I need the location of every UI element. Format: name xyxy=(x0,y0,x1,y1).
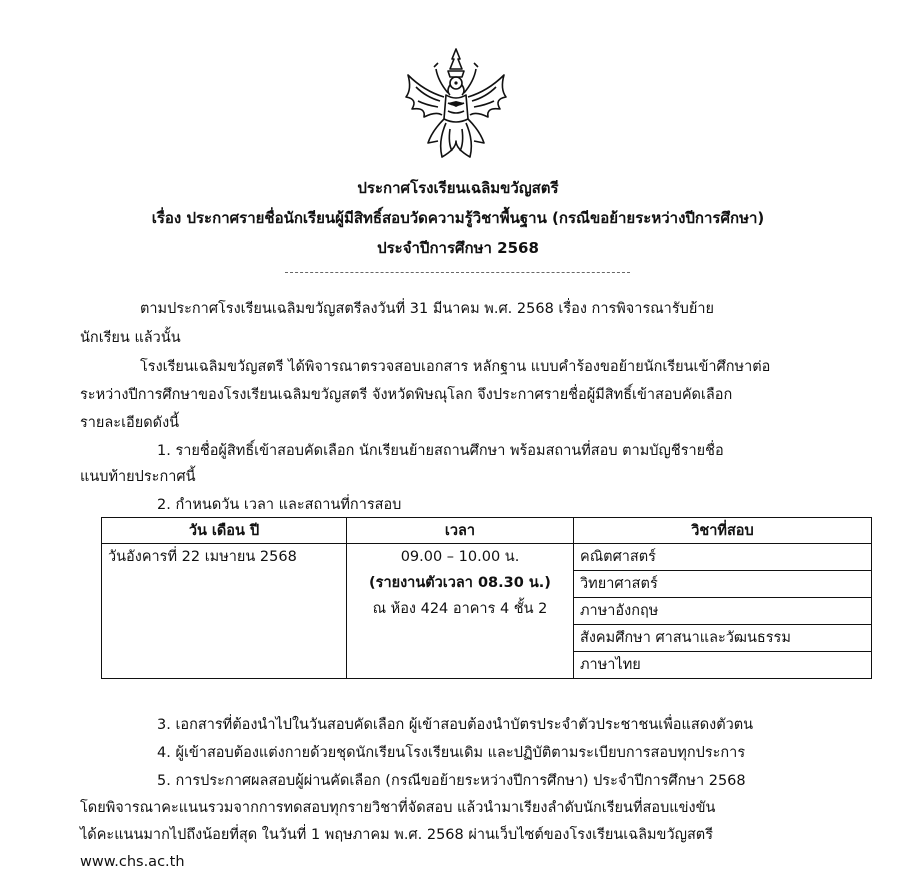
exam-date: วันอังคารที่ 22 เมษายน 2568 xyxy=(102,544,347,679)
item-4: 4. ผู้เข้าสอบต้องแต่งกายด้วยชุดนักเรียนโรงเรียนเดิม และปฏิบัติตามระเบียบการสอบทุกประการ xyxy=(157,745,746,761)
announcement-year: ประจำปีการศึกษา 2568 xyxy=(377,239,539,257)
table-header-row xyxy=(102,518,872,544)
announcement-title: ประกาศโรงเรียนเฉลิมขวัญสตรี xyxy=(357,179,559,197)
exam-time: 09.00 – 10.00 น. xyxy=(400,549,520,565)
item-5-line-1: 5. การประกาศผลสอบผู้ผ่านคัดเลือก (กรณีขอย้ายระหว่างปีการศึกษา) ประจำปีการศึกษา 2568 xyxy=(157,773,746,789)
exam-schedule-table xyxy=(101,517,872,679)
item-5-line-2: โดยพิจารณาคะแนนรวมจากการทดสอบทุกรายวิชาที่จัดสอบ แล้วนำมาเรียงลำดับนักเรียนที่สอบแข่งขัน xyxy=(80,800,716,816)
item-5-line-3: ได้คะแนนมากไปถึงน้อยที่สุด ในวันที่ 1 พฤษภาคม พ.ศ. 2568 ผ่านเว็บไซต์ของโรงเรียนเฉลิมขวัญสตรี xyxy=(80,827,714,843)
website-link[interactable]: www.chs.ac.th xyxy=(80,854,185,870)
item-3: 3. เอกสารที่ต้องนำไปในวันสอบคัดเลือก ผู้เข้าสอบต้องนำบัตรประจำตัวประชาชนเพื่อแสดงตัวตน xyxy=(157,717,754,733)
paragraph-2-line-1: โรงเรียนเฉลิมขวัญสตรี ได้พิจารณาตรวจสอบเอกสาร หลักฐาน แบบคำร้องขอย้ายนักเรียนเข้าศึกษาต่อ xyxy=(140,359,771,375)
subject-cell: ภาษาอังกฤษ xyxy=(574,598,872,625)
header-date: วัน เดือน ปี xyxy=(102,518,347,544)
paragraph-2-line-2: ระหว่างปีการศึกษาของโรงเรียนเฉลิมขวัญสตรี จังหวัดพิษณุโลก จึงประกาศรายชื่อผู้มีสิทธิ์เข้าสอบคัดเลือก xyxy=(80,387,733,403)
garuda-emblem-icon xyxy=(398,45,514,163)
paragraph-1-line-1: ตามประกาศโรงเรียนเฉลิมขวัญสตรีลงวันที่ 31 มีนาคม พ.ศ. 2568 เรื่อง การพิจารณารับย้าย xyxy=(140,301,714,317)
subject-cell: ภาษาไทย xyxy=(574,652,872,679)
dashed-separator xyxy=(285,272,630,273)
header-time: เวลา xyxy=(347,518,574,544)
item-1-line-2: แนบท้ายประกาศนี้ xyxy=(80,469,196,485)
subject-cell: วิทยาศาสตร์ xyxy=(574,571,872,598)
subject-cell: สังคมศึกษา ศาสนาและวัฒนธรรม xyxy=(574,625,872,652)
item-1-line-1: 1. รายชื่อผู้สิทธิ์เข้าสอบคัดเลือก นักเรียนย้ายสถานศึกษา พร้อมสถานที่สอบ ตามบัญชีรายชื่อ xyxy=(157,443,724,459)
exam-room: ณ ห้อง 424 อาคาร 4 ชั้น 2 xyxy=(372,601,548,617)
announcement-subject: เรื่อง ประกาศรายชื่อนักเรียนผู้มีสิทธิ์สอบวัดความรู้วิชาพื้นฐาน (กรณีขอย้ายระหว่างปีการศึกษา) xyxy=(151,209,765,227)
table-row xyxy=(102,544,872,571)
paragraph-2-line-3: รายละเอียดดังนี้ xyxy=(80,415,180,431)
subject-cell: คณิตศาสตร์ xyxy=(574,544,872,571)
paragraph-1-line-2: นักเรียน แล้วนั้น xyxy=(80,330,181,346)
header-subject: วิชาที่สอบ xyxy=(574,518,872,544)
exam-time-cell xyxy=(347,544,574,679)
report-time: (รายงานตัวเวลา 08.30 น.) xyxy=(369,575,551,591)
item-2: 2. กำหนดวัน เวลา และสถานที่การสอบ xyxy=(157,497,402,513)
